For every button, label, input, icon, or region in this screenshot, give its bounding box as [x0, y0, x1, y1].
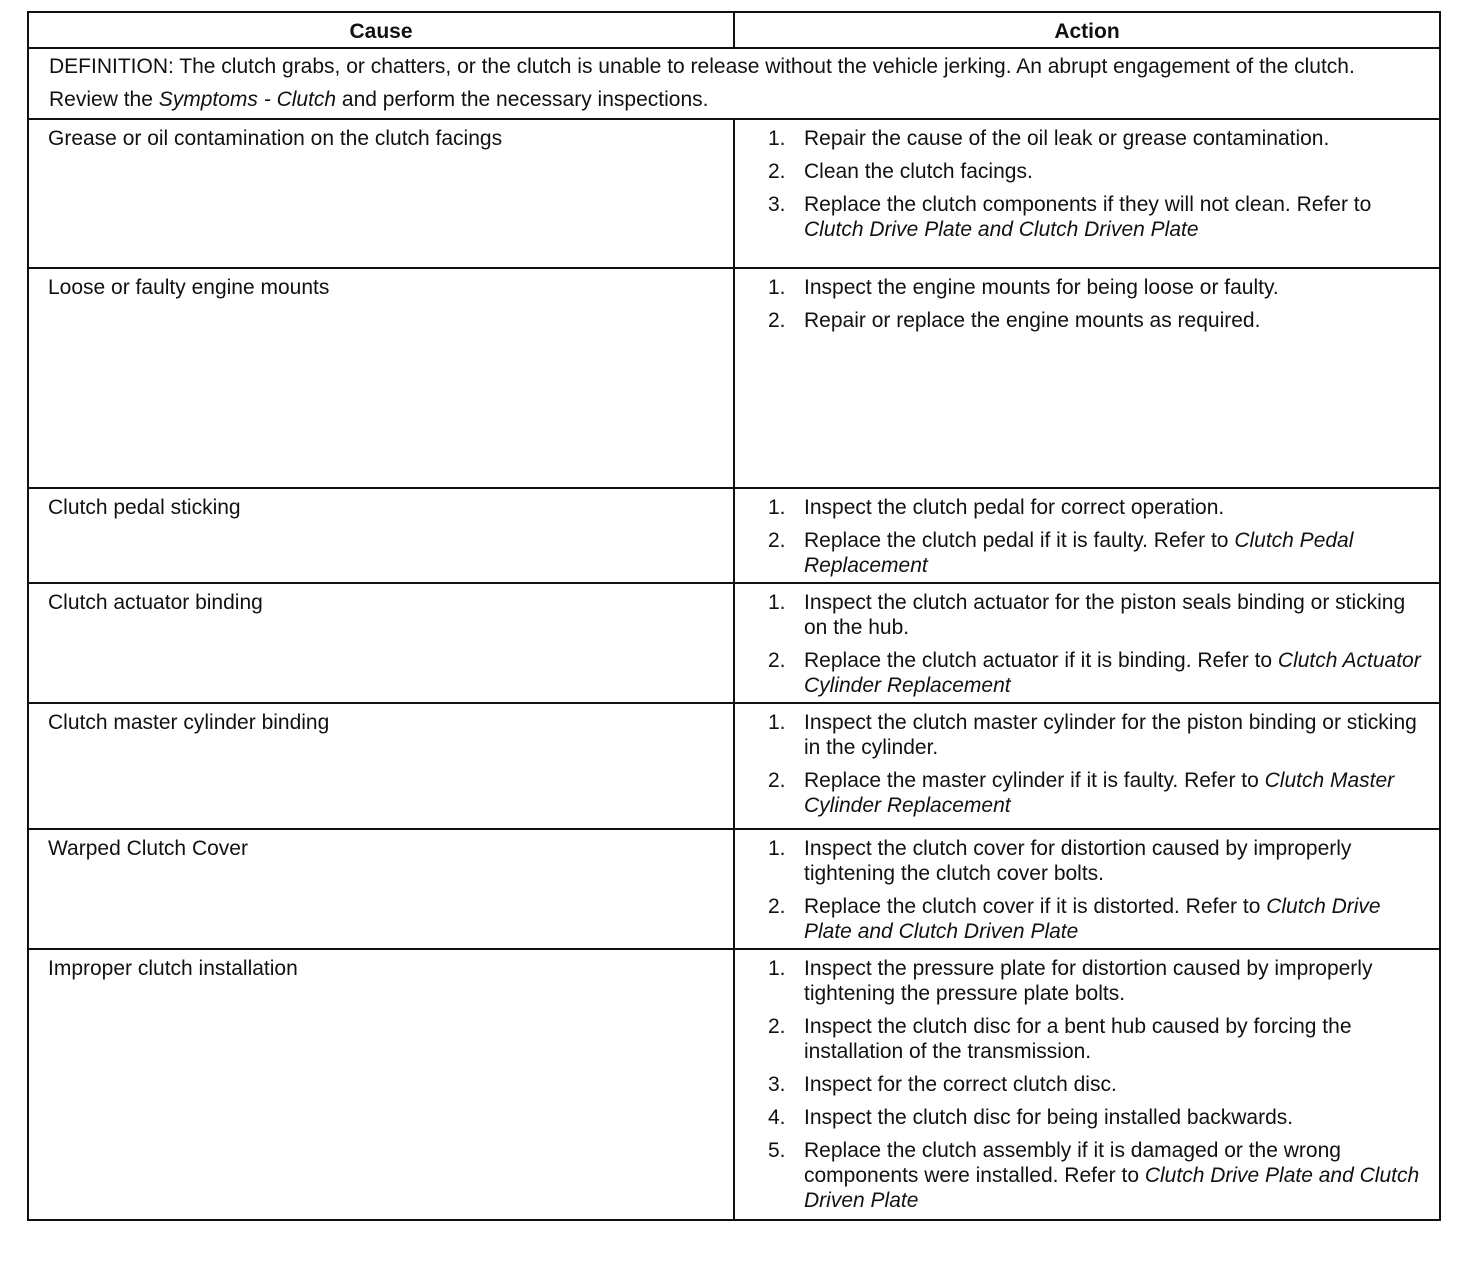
action-step	[768, 159, 1431, 184]
action-step	[768, 1072, 1431, 1097]
definition-row	[28, 48, 1440, 119]
step-reference: Clutch Pedal Replacement	[804, 529, 1354, 577]
step-body	[804, 1138, 1431, 1213]
step-number: 2.	[768, 529, 786, 552]
action-steps	[768, 836, 1431, 944]
step-number: 3.	[768, 1073, 786, 1096]
cause-cell: Clutch pedal sticking	[28, 488, 734, 583]
review-note	[49, 87, 1419, 112]
cause-cell: Grease or oil contamination on the clutch facings	[28, 119, 734, 268]
action-steps	[768, 710, 1431, 818]
review-reference: Symptoms - Clutch	[158, 88, 337, 111]
action-step	[768, 126, 1431, 151]
step-text: Inspect for the correct clutch disc.	[804, 1073, 1117, 1096]
step-text: Replace the clutch cover if it is distorted. Refer to	[804, 895, 1267, 918]
cause-cell: Improper clutch installation	[28, 949, 734, 1220]
action-step	[768, 308, 1431, 333]
action-cell	[734, 829, 1440, 949]
step-body	[804, 894, 1431, 944]
step-reference: Clutch Drive Plate and Clutch Driven Plate	[804, 895, 1381, 943]
step-reference: Clutch Master Cylinder Replacement	[804, 769, 1395, 817]
action-step	[768, 836, 1431, 886]
step-body	[804, 528, 1431, 578]
action-steps	[768, 956, 1431, 1213]
cause-cell: Warped Clutch Cover	[28, 829, 734, 949]
step-text: Replace the clutch components if they will not clean. Refer to	[804, 193, 1372, 216]
action-step	[768, 590, 1431, 640]
action-step	[768, 710, 1431, 760]
action-step	[768, 275, 1431, 300]
step-number: 1.	[768, 957, 786, 980]
cause-cell: Clutch actuator binding	[28, 583, 734, 703]
table-row	[28, 583, 1440, 703]
action-step	[768, 1105, 1431, 1130]
action-step	[768, 1014, 1431, 1064]
action-step	[768, 894, 1431, 944]
step-reference: Clutch Drive Plate and Clutch Driven Plate	[804, 1164, 1420, 1212]
step-body	[804, 768, 1431, 818]
action-cell	[734, 119, 1440, 268]
step-number: 1.	[768, 591, 786, 614]
step-text: Repair or replace the engine mounts as required.	[804, 309, 1261, 332]
action-steps	[768, 590, 1431, 698]
action-step	[768, 528, 1431, 578]
table-row	[28, 268, 1440, 488]
step-number: 2.	[768, 1015, 786, 1038]
step-text: Repair the cause of the oil leak or grease contamination.	[804, 127, 1330, 150]
step-number: 1.	[768, 127, 786, 150]
step-text: Inspect the clutch disc for being installed backwards.	[804, 1106, 1294, 1129]
step-number: 1.	[768, 837, 786, 860]
action-step	[768, 495, 1431, 520]
step-number: 2.	[768, 160, 786, 183]
step-number: 1.	[768, 496, 786, 519]
step-number: 1.	[768, 711, 786, 734]
action-cell	[734, 949, 1440, 1220]
review-prefix: Review the	[49, 88, 159, 111]
step-number: 1.	[768, 276, 786, 299]
step-text: Inspect the clutch master cylinder for the piston binding or sticking in the cylinder.	[804, 711, 1417, 759]
cause-cell: Loose or faulty engine mounts	[28, 268, 734, 488]
step-text: Inspect the clutch disc for a bent hub caused by forcing the installation of the transmission.	[804, 1015, 1352, 1063]
diagnostic-table	[27, 11, 1441, 1221]
step-number: 5.	[768, 1139, 786, 1162]
step-number: 4.	[768, 1106, 786, 1129]
step-text: Replace the clutch actuator if it is binding. Refer to	[804, 649, 1278, 672]
table-row	[28, 119, 1440, 268]
table-row	[28, 829, 1440, 949]
action-step	[768, 768, 1431, 818]
definition-text: DEFINITION: The clutch grabs, or chatters, or the clutch is unable to release without the vehicle jerking. An abrupt engagement of the clutch.	[49, 55, 1355, 78]
action-column-header: Action	[734, 12, 1440, 48]
table-header-row	[28, 12, 1440, 48]
definition-cell	[28, 48, 1440, 119]
step-text: Inspect the clutch pedal for correct operation.	[804, 496, 1225, 519]
action-step	[768, 648, 1431, 698]
step-text: Replace the clutch pedal if it is faulty. Refer to	[804, 529, 1235, 552]
action-steps	[768, 495, 1431, 578]
action-cell	[734, 488, 1440, 583]
step-reference: Clutch Drive Plate and Clutch Driven Plate	[804, 218, 1199, 241]
action-step	[768, 956, 1431, 1006]
action-step	[768, 1138, 1431, 1213]
step-text: Inspect the engine mounts for being loose or faulty.	[804, 276, 1279, 299]
cause-cell: Clutch master cylinder binding	[28, 703, 734, 829]
cause-column-header: Cause	[28, 12, 734, 48]
action-step	[768, 192, 1431, 242]
step-text: Inspect the clutch cover for distortion caused by improperly tightening the clutch cover bolts.	[804, 837, 1352, 885]
step-body	[804, 648, 1431, 698]
action-cell	[734, 703, 1440, 829]
action-steps	[768, 126, 1431, 242]
action-steps	[768, 275, 1431, 333]
step-text: Clean the clutch facings.	[804, 160, 1033, 183]
step-text: Replace the clutch assembly if it is damaged or the wrong components were installed. Refer to	[804, 1139, 1341, 1187]
step-number: 2.	[768, 769, 786, 792]
action-cell	[734, 268, 1440, 488]
table-row	[28, 488, 1440, 583]
step-text: Inspect the clutch actuator for the piston seals binding or sticking on the hub.	[804, 591, 1406, 639]
step-number: 2.	[768, 895, 786, 918]
step-reference: Clutch Actuator Cylinder Replacement	[804, 649, 1421, 697]
action-cell	[734, 583, 1440, 703]
table-row	[28, 703, 1440, 829]
review-suffix: and perform the necessary inspections.	[336, 88, 709, 111]
step-number: 2.	[768, 309, 786, 332]
step-text: Replace the master cylinder if it is faulty. Refer to	[804, 769, 1265, 792]
step-body	[804, 192, 1431, 242]
step-number: 3.	[768, 193, 786, 216]
step-text: Inspect the pressure plate for distortion caused by improperly tightening the pressure plate bolts.	[804, 957, 1373, 1005]
table-row	[28, 949, 1440, 1220]
step-number: 2.	[768, 649, 786, 672]
